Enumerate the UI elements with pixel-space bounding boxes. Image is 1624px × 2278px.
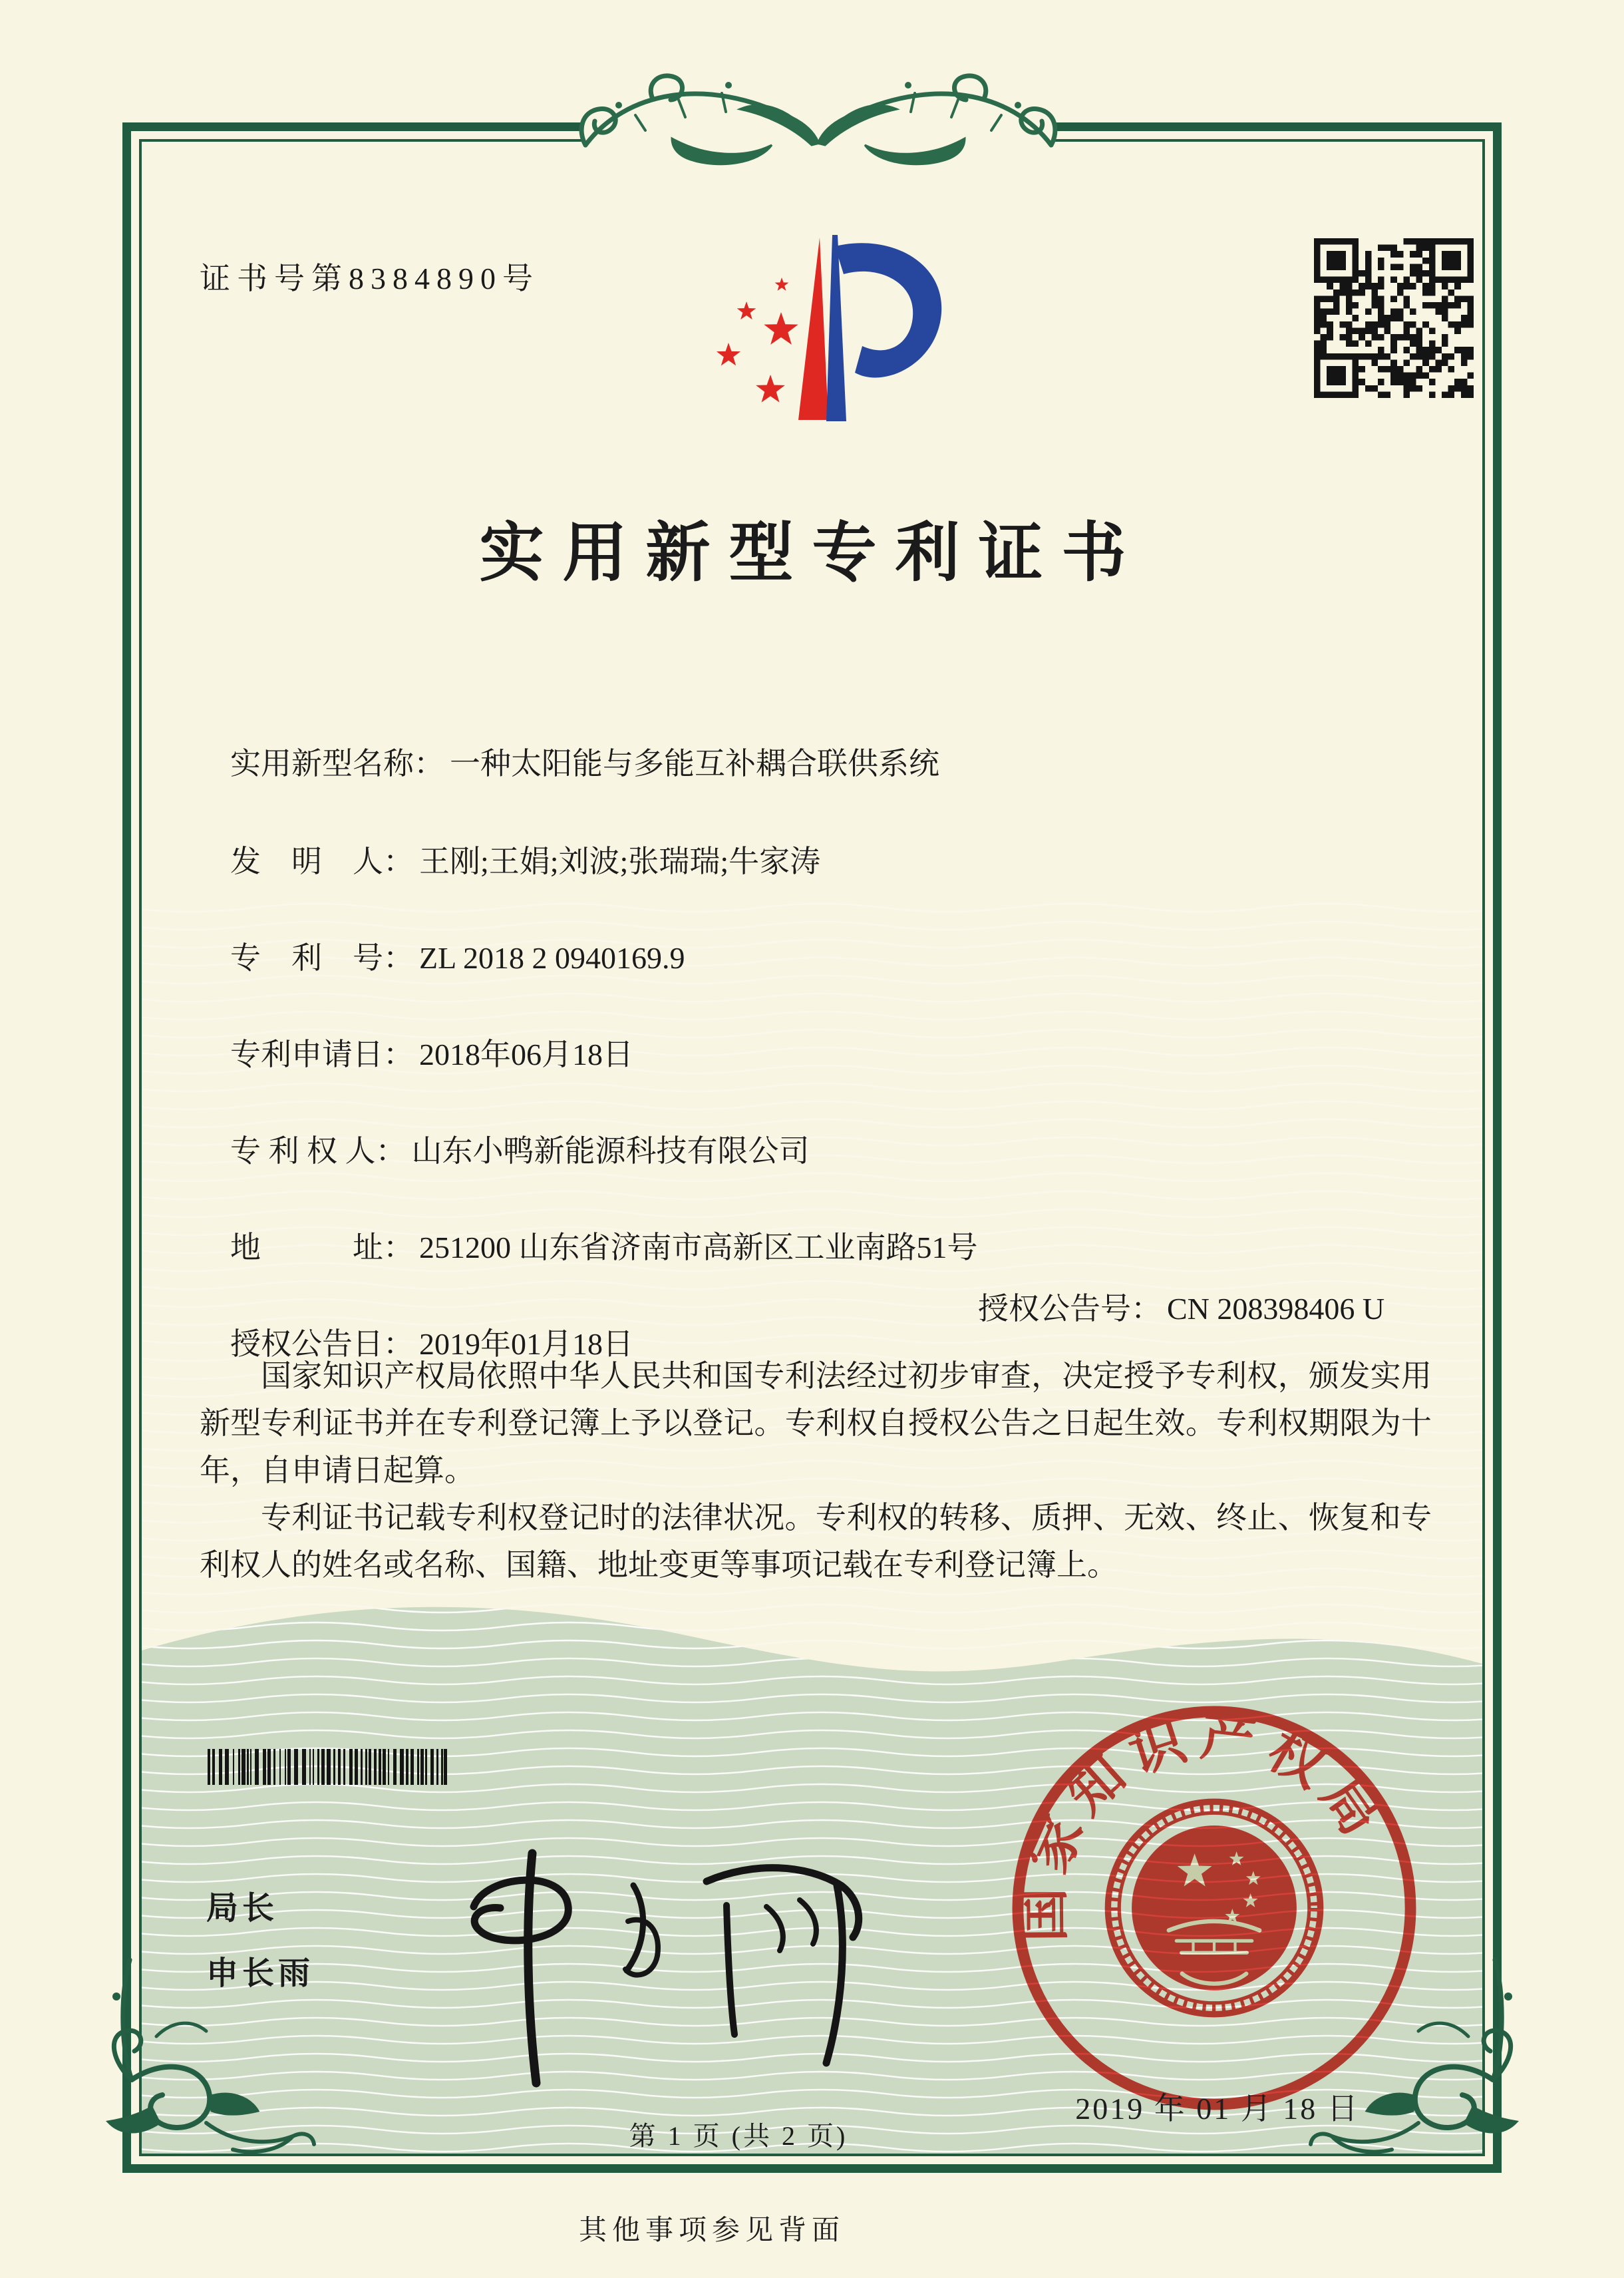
field-value: ZL 2018 2 0940169.9	[419, 941, 685, 975]
logo-red-wedge	[798, 238, 828, 420]
field-label: 专 利 号：	[230, 941, 414, 975]
barcode	[208, 1749, 447, 1785]
field-value: 一种太阳能与多能互补耦合联供系统	[450, 747, 939, 781]
field-value: CN 208398406 U	[1167, 1292, 1385, 1326]
field-label: 专 利 权 人：	[230, 1134, 406, 1168]
back-side-note: 其他事项参见背面	[578, 2215, 845, 2246]
seal-date: 2019 年 01 月 18 日	[1075, 2092, 1360, 2126]
commissioner-signature	[393, 1807, 938, 2093]
qr-code	[1314, 238, 1474, 398]
field-label: 授权公告号：	[978, 1292, 1162, 1326]
seal-text: 国家知识产权局	[1013, 1705, 1397, 1943]
certificate-title: 实用新型专利证书	[479, 518, 1145, 589]
field-label: 授权公告日：	[230, 1327, 414, 1361]
field-value: 2019年01月18日	[419, 1327, 633, 1361]
top-ornament	[572, 45, 1064, 182]
official-seal	[1005, 1698, 1424, 2118]
field-value: 2018年06月18日	[419, 1038, 633, 1071]
field-label: 发 明 人：	[230, 845, 414, 878]
page-number: 第 1 页 (共 2 页)	[629, 2121, 848, 2151]
field-value: 王刚;王娟;刘波;张瑞瑞;牛家涛	[419, 845, 821, 878]
field-value: 251200 山东省济南市高新区工业南路51号	[419, 1231, 978, 1264]
field-label: 实用新型名称：	[230, 747, 444, 781]
seal-national-emblem	[1108, 1802, 1320, 2014]
commissioner-title: 局长	[206, 1891, 279, 1926]
logo-blue-bowl	[835, 243, 941, 377]
grant-number-pair	[978, 1284, 1384, 1328]
commissioner-name: 申长雨	[206, 1956, 315, 1991]
field-value: 山东小鸭新能源科技有限公司	[411, 1134, 810, 1168]
legal-text	[200, 1352, 1432, 1589]
certificate-number: 证书号第8384890号	[200, 262, 540, 295]
field-label: 专利申请日：	[230, 1038, 414, 1071]
field-label: 地 址：	[230, 1231, 414, 1264]
legal-paragraph-1: 国家知识产权局依照中华人民共和国专利法经过初步审查，决定授予专利权，颁发实用新型专利证书并在专利登记簿上予以登记。专利权自授权公告之日起生效。专利权期限为十年，自申请日起算。	[200, 1359, 1432, 1487]
cnipa-logo	[692, 223, 971, 443]
legal-paragraph-2: 专利证书记载专利权登记时的法律状况。专利权的转移、质押、无效、终止、恢复和专利权人的姓名或名称、国籍、地址变更等事项记载在专利登记簿上。	[200, 1501, 1432, 1582]
